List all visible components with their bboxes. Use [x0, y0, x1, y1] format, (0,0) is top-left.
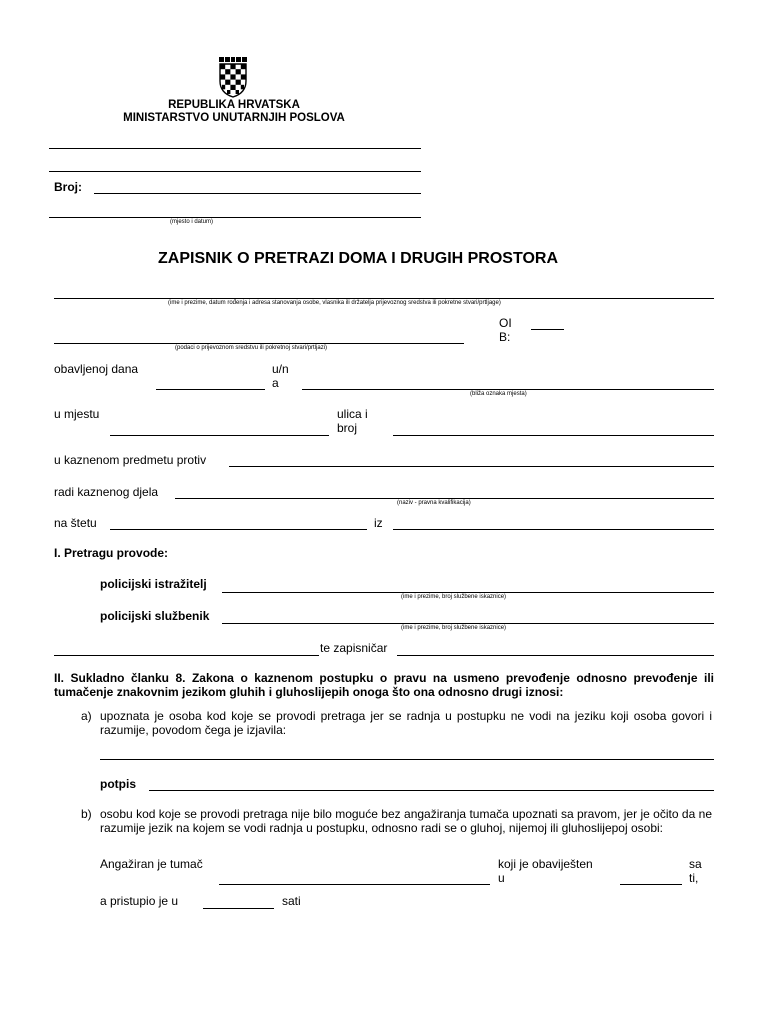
interpreter-label: Angažiran je tumač	[100, 857, 203, 871]
from-label: iz	[374, 516, 383, 530]
broj-label: Broj:	[54, 180, 82, 194]
recorder-field[interactable]	[54, 655, 319, 656]
item-b-marker: b)	[81, 807, 92, 821]
arrived-label: a pristupio je u	[100, 894, 179, 908]
criminal-case-label: u kaznenom predmetu protiv	[54, 453, 207, 467]
investigator-field[interactable]	[222, 592, 714, 593]
item-b-text: osobu kod koje se provodi pretraga nije bilo moguće bez angažiranja tumača upoznati sa pravom, jer je očito da ne razumije jezik na kojem se vodi radnja u postupku, odnosno radi se o gluhoj, nijemoj ili gluhoslijepoj osobi:	[100, 807, 712, 835]
interpreter-field[interactable]	[219, 884, 490, 885]
item-a-marker: a)	[81, 709, 92, 723]
broj-field[interactable]	[94, 193, 421, 194]
in-place-label: u mjestu	[54, 407, 100, 421]
place-detail-field[interactable]	[302, 389, 714, 390]
hours-label-2: ti,	[689, 871, 699, 885]
section-2-heading: II. Sukladno članku 8. Zakona o kaznenom postupku o pravu na usmeno prevođenje odnosno prevođenje ili tumačenje znakovnim jezikom gluhih i gluhoslijepih onoga što ona odnosno drugi iznosi:	[54, 671, 714, 699]
person-caption: (ime i prezime, datum rođenja i adresa stanovanja osobe, vlasnika ili držatelja prijevoznog sredstva ili pokretne stvari/prtljage)	[168, 300, 501, 306]
from-field[interactable]	[393, 529, 714, 530]
un-label-1: u/n	[272, 362, 289, 376]
crime-reason-field[interactable]	[175, 498, 714, 499]
recorder-field-right[interactable]	[397, 655, 714, 656]
vehicle-field[interactable]	[54, 343, 464, 344]
statement-field[interactable]	[100, 759, 714, 760]
performed-on-label: obavljenoj dana	[54, 362, 139, 376]
officer-label: policijski službenik	[100, 609, 210, 623]
oib-field-short[interactable]	[531, 329, 564, 330]
officer-caption: (ime i prezime, broj službene iskaznice)	[401, 625, 507, 631]
notified-label-1: koji je obaviješten	[498, 857, 593, 871]
vehicle-caption: (podaci o prijevoznom sredstvu ili pokretnoj stvari/prtljazi)	[175, 345, 328, 351]
street-field[interactable]	[393, 435, 714, 436]
place-date-caption: (mjesto i datum)	[170, 219, 214, 225]
header-line-2[interactable]	[49, 171, 421, 172]
coat-of-arms-icon	[218, 57, 248, 98]
signature-label: potpis	[100, 777, 136, 791]
place-caption: (bliža oznaka mjesta)	[470, 391, 527, 397]
oib-label-1: OI	[499, 316, 512, 330]
damage-label: na štetu	[54, 516, 97, 530]
notified-label-2: u	[498, 871, 505, 885]
country-name: REPUBLIKA HRVATSKA	[168, 99, 300, 111]
officer-field[interactable]	[222, 623, 714, 624]
street-label-2: broj	[337, 421, 358, 435]
header-line-1[interactable]	[49, 148, 421, 149]
hours-label-1: sa	[689, 857, 702, 871]
investigator-caption: (ime i prezime, broj službene iskaznice)	[401, 594, 507, 600]
oib-label-2: B:	[499, 330, 511, 344]
recorder-label: te zapisničar	[320, 641, 388, 655]
place-field[interactable]	[110, 435, 329, 436]
street-label-1: ulica i	[337, 407, 368, 421]
crime-caption: (naziv - pravna kvalifikacija)	[397, 500, 471, 506]
criminal-case-field[interactable]	[229, 466, 714, 467]
date-field[interactable]	[156, 389, 265, 390]
hours-label: sati	[282, 894, 301, 908]
damage-field[interactable]	[110, 529, 367, 530]
ministry-name: MINISTARSTVO UNUTARNJIH POSLOVA	[123, 112, 345, 124]
section-1-heading: I. Pretragu provode:	[54, 546, 169, 560]
document-title: ZAPISNIK O PRETRAZI DOMA I DRUGIH PROSTORA	[158, 250, 559, 267]
person-field[interactable]	[54, 298, 714, 299]
notified-time-field[interactable]	[620, 884, 682, 885]
investigator-label: policijski istražitelj	[100, 577, 207, 591]
arrived-time-field[interactable]	[203, 908, 274, 909]
place-date-field[interactable]	[49, 217, 421, 218]
item-a-text: upoznata je osoba kod koje se provodi pretraga jer se radnja u postupku ne vodi na jeziku koji osoba govori i razumije, povodom čega je izjavila:	[100, 709, 712, 737]
crime-reason-label: radi kaznenog djela	[54, 485, 159, 499]
signature-field[interactable]	[149, 790, 714, 791]
un-label-2: a	[272, 376, 279, 390]
